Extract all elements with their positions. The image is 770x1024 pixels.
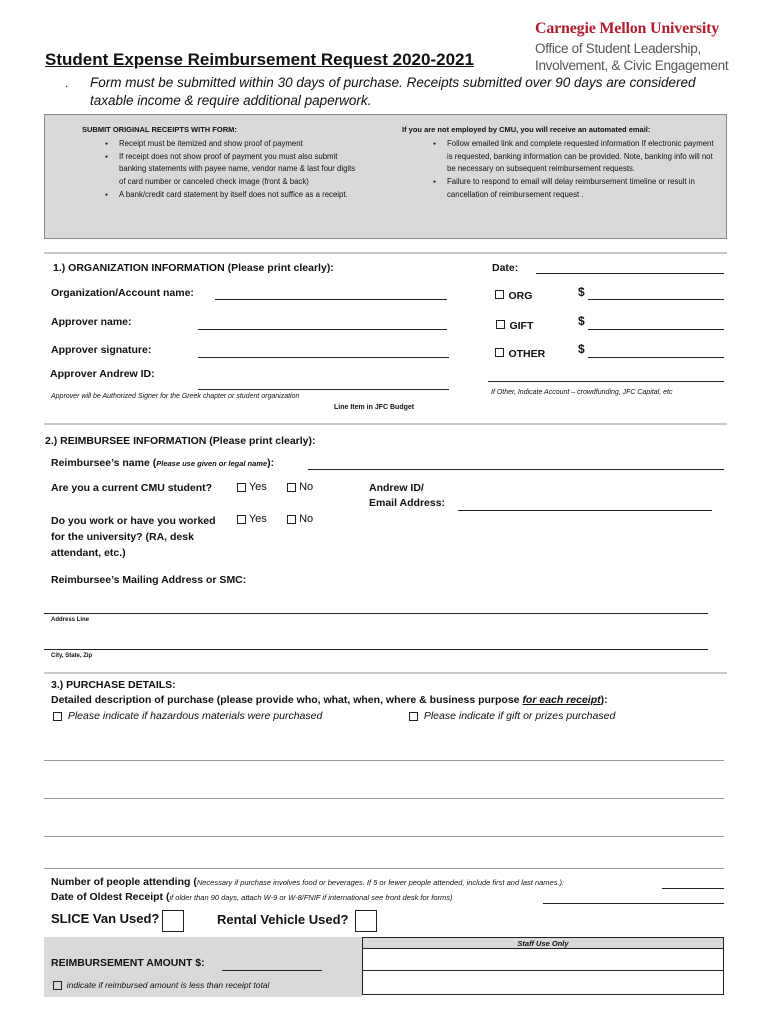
people-hint: Necessary if purchase involves food or beverages. If 5 or fewer people attended, include first and last names.): [196, 878, 565, 887]
hazard-checkbox[interactable] [53, 712, 62, 721]
amount-note-label: indicate if reimbursed amount is less than receipt total [66, 980, 270, 990]
approver-name-label: Approver name: [51, 316, 132, 328]
gift-label: GIFT [509, 320, 534, 332]
description-close: ): [600, 694, 608, 706]
office-name-line-1: Office of Student Leadership, [535, 41, 701, 56]
approver-id-field[interactable] [198, 389, 449, 390]
rental-vehicle-label: Rental Vehicle Used? [217, 912, 349, 927]
date-label: Date: [492, 262, 519, 274]
section-divider [44, 252, 727, 254]
other-account-note: If Other, Indicate Account – crowdfunding, JFC Capital, etc [491, 389, 673, 396]
submission-note: Form must be submitted within 30 days of purchase. Receipts submitted over 90 days are considered taxable income & require additional paperwork. [90, 75, 696, 108]
email-item: ● Failure to respond to email will delay reimbursement timeline or result in cancellation of reimbursement request . [433, 176, 715, 201]
description-line-1[interactable] [44, 760, 724, 761]
student-yes-checkbox[interactable] [237, 483, 246, 492]
description-line-3[interactable] [44, 836, 724, 837]
staff-use-heading: Staff Use Only [363, 938, 723, 949]
account-org[interactable] [495, 286, 532, 304]
org-name-field[interactable] [215, 299, 447, 300]
other-dollar-sign: $ [578, 342, 585, 356]
student-no-label: No [299, 481, 314, 493]
gift-prize-option[interactable] [409, 710, 615, 722]
work-question: Do you work or have you worked for the university? (RA, desk attendant, etc.) [51, 515, 216, 559]
org-name-label: Organization/Account name: [51, 287, 194, 299]
gift-prize-checkbox[interactable] [409, 712, 418, 721]
receipt-info-box [44, 114, 727, 239]
org-checkbox[interactable] [495, 290, 504, 299]
amount-note-option[interactable] [53, 980, 269, 990]
date-field[interactable] [536, 273, 724, 274]
purchase-description-label [51, 694, 608, 706]
form-title: Student Expense Reimbursement Request 2020-2021 [45, 50, 474, 69]
other-label: OTHER [508, 348, 546, 360]
email-list [433, 138, 715, 202]
receipts-heading: SUBMIT ORIGINAL RECEIPTS WITH FORM: [82, 125, 237, 134]
approver-signature-field[interactable] [198, 357, 449, 358]
work-yes-option[interactable] [237, 513, 267, 525]
oldest-receipt-label [51, 891, 453, 903]
amount-note-checkbox[interactable] [53, 981, 62, 990]
section-divider [44, 672, 727, 674]
hazard-label: Please indicate if hazardous materials were purchased [67, 710, 323, 722]
staff-use-divider [363, 970, 723, 971]
work-no-label: No [299, 513, 314, 525]
university-logo: Carnegie Mellon University [535, 20, 720, 37]
description-emphasis: for each receipt [522, 694, 601, 706]
receipts-item: ● A bank/credit card statement by itself does not suffice as a receipt. [105, 189, 363, 202]
org-label: ORG [508, 290, 533, 302]
reimbursee-name-close: ): [267, 457, 275, 469]
gift-checkbox[interactable] [496, 320, 505, 329]
approver-id-label: Approver Andrew ID: [50, 368, 155, 380]
work-no-checkbox[interactable] [287, 515, 296, 524]
email-field[interactable] [458, 510, 712, 511]
account-other[interactable] [495, 344, 545, 362]
gift-amount-field[interactable] [588, 329, 724, 330]
student-question: Are you a current CMU student? [51, 482, 213, 494]
reimbursee-name-label [51, 457, 274, 469]
org-dollar-sign: $ [578, 285, 585, 299]
description-text: Detailed description of purchase (please provide who, what, when, where & business purpose [51, 694, 523, 706]
work-yes-checkbox[interactable] [237, 515, 246, 524]
approver-note: Approver will be Authorized Signer for the Greek chapter or student organization [51, 393, 300, 400]
mailing-address-label: Reimbursee’s Mailing Address or SMC: [51, 574, 247, 586]
people-text: Number of people attending ( [51, 876, 197, 888]
people-attending-field[interactable] [662, 888, 724, 889]
email-heading: If you are not employed by CMU, you will receive an automated email: [402, 125, 651, 134]
other-amount-field[interactable] [588, 357, 724, 358]
oldest-receipt-field[interactable] [543, 903, 724, 904]
approver-name-field[interactable] [198, 329, 447, 330]
address-line-field[interactable] [44, 613, 708, 614]
section-divider [44, 423, 727, 425]
line-item-label: Line Item in JFC Budget [334, 404, 415, 411]
address-line-caption: Address Line [51, 617, 90, 623]
note-bullet: . [65, 78, 69, 90]
student-yes-label: Yes [248, 481, 267, 493]
city-state-zip-field[interactable] [44, 649, 708, 650]
student-no-checkbox[interactable] [287, 483, 296, 492]
people-attending-label [51, 876, 564, 888]
oldest-text: Date of Oldest Receipt ( [51, 891, 170, 903]
reimbursee-name-text: Reimbursee’s name ( [51, 457, 157, 469]
gift-prize-label: Please indicate if gift or prizes purchased [423, 710, 616, 722]
other-account-field[interactable] [488, 381, 724, 382]
reimbursee-name-hint: Please use given or legal name [156, 459, 268, 468]
student-no-option[interactable] [287, 481, 313, 493]
section2-heading: 2.) REIMBURSEE INFORMATION (Please print clearly): [45, 435, 316, 447]
other-checkbox[interactable] [495, 348, 504, 357]
org-amount-field[interactable] [588, 299, 724, 300]
work-yes-label: Yes [248, 513, 267, 525]
reimbursement-amount-field[interactable] [222, 970, 322, 971]
section1-heading: 1.) ORGANIZATION INFORMATION (Please print clearly): [53, 262, 334, 274]
receipts-item: ● If receipt does not show proof of payment you must also submit banking statements with payee name, vendor name & last four digits of card number or canceled check image (front & back) [105, 151, 363, 189]
city-state-zip-caption: City, State, Zip [51, 653, 93, 659]
account-gift[interactable] [496, 316, 533, 334]
slice-van-label: SLICE Van Used? [51, 911, 160, 926]
email-item: ● Follow emailed link and complete requested information If electronic payment is requested, banking information can be provided. Note, banking info will not be necessary on subsequent reimbursement requests. [433, 138, 715, 176]
office-name-line-2: Involvement, & Civic Engagement [535, 58, 729, 73]
hazard-option[interactable] [53, 710, 322, 722]
email-label: Email Address: [369, 497, 446, 509]
reimbursee-name-field[interactable] [308, 469, 724, 470]
approver-signature-label: Approver signature: [51, 344, 152, 356]
rental-vehicle-checkbox[interactable] [355, 910, 377, 932]
work-no-option[interactable] [287, 513, 313, 525]
reimbursement-amount-label: REIMBURSEMENT AMOUNT $: [51, 957, 205, 969]
gift-dollar-sign: $ [578, 314, 585, 328]
description-line-4[interactable] [44, 868, 724, 869]
andrew-id-label: Andrew ID/ [369, 482, 424, 494]
staff-use-box [362, 937, 724, 995]
slice-van-checkbox[interactable] [162, 910, 184, 932]
receipts-list [105, 138, 363, 202]
section3-heading: 3.) PURCHASE DETAILS: [51, 679, 176, 691]
description-line-2[interactable] [44, 798, 724, 799]
student-yes-option[interactable] [237, 481, 267, 493]
receipts-item: ● Receipt must be itemized and show proof of payment [105, 138, 363, 151]
oldest-hint: if older than 90 days, attach W-9 or W-8/FNIF if international see front desk for forms) [169, 893, 453, 902]
